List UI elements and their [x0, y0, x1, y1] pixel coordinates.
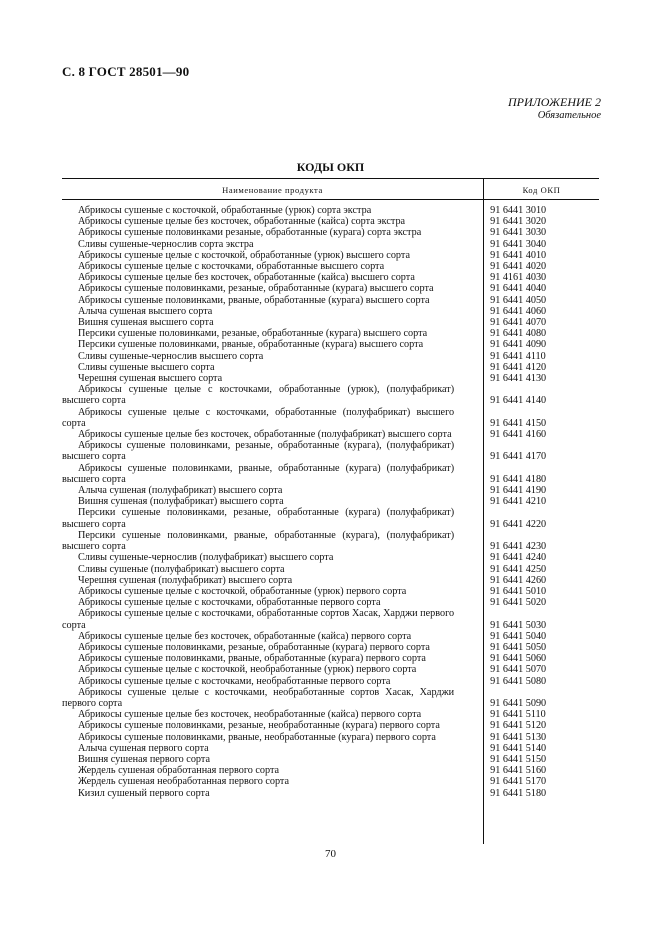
table-row	[62, 306, 599, 317]
table-row	[62, 216, 599, 227]
okp-code: 91 6441 5150	[490, 753, 547, 765]
page-title: КОДЫ ОКП	[296, 160, 365, 174]
table-row	[62, 687, 599, 709]
product-name: Абрикосы сушеные целые без косточек, обработанные (полуфабрикат) высшего сорта	[78, 429, 452, 441]
okp-code: 91 6441 4180	[490, 473, 547, 485]
product-name: Алыча сушеная первого сорта	[78, 742, 209, 754]
table-row	[62, 765, 599, 776]
okp-code: 91 6441 4240	[490, 552, 547, 564]
okp-code: 91 6441 5130	[490, 731, 547, 743]
okp-code: 91 6441 5080	[490, 675, 547, 687]
table-row	[62, 227, 599, 238]
okp-code: 91 6441 4170	[490, 451, 547, 463]
product-name: Абрикосы сушеные целые без косточек, обработанные (кайса) высшего сорта	[78, 272, 415, 284]
product-name: Абрикосы сушеные половинками, резаные, необработанные (курага) первого сорта	[78, 720, 440, 732]
table-row	[62, 552, 599, 563]
okp-code: 91 6441 4140	[490, 395, 547, 407]
product-name: Сливы сушеные-чернослив высшего сорта	[78, 350, 264, 362]
appendix-subtitle: Обязательное	[537, 110, 601, 121]
table-row	[62, 653, 599, 664]
page-number: 70	[325, 848, 336, 860]
product-name: Черешня сушеная высшего сорта	[78, 373, 223, 385]
table-row	[62, 250, 599, 261]
table-row	[62, 586, 599, 597]
okp-codes-table	[62, 178, 599, 844]
table-row	[62, 608, 599, 630]
product-name: Персики сушеные половинками, рваные, обработанные (курага) высшего сорта	[78, 339, 424, 351]
table-row	[62, 328, 599, 339]
table-row	[62, 261, 599, 272]
product-name: Абрикосы сушеные целые с косточкой, обработанные (урюк) первого сорта	[78, 585, 407, 597]
product-name: Абрикосы сушеные целые с косточками, обработанные высшего сорта	[78, 261, 385, 273]
product-name: Алыча сушеная высшего сорта	[78, 305, 213, 317]
okp-code: 91 6441 3030	[490, 227, 547, 239]
okp-code: 91 6441 4260	[490, 574, 547, 586]
okp-code: 91 6441 5160	[490, 765, 547, 777]
okp-code: 91 6441 3040	[490, 238, 547, 250]
okp-code: 91 4161 4030	[490, 272, 547, 284]
okp-code: 91 6441 4110	[490, 350, 546, 362]
product-name: Абрикосы сушеные половинками, рваные, обработанные (курага) высшего сорта	[78, 294, 430, 306]
product-name: Жердель сушеная необработанная первого сорта	[78, 776, 290, 788]
okp-code: 91 6441 4020	[490, 261, 547, 273]
table-row	[62, 373, 599, 384]
product-name: Сливы сушеные (полуфабрикат) высшего сорта	[78, 563, 285, 575]
product-name: Персики сушеные половинками, резаные, обработанные (курага) (полуфабрикат) высшего сорта	[62, 507, 455, 530]
product-name: Кизил сушеный первого сорта	[78, 787, 210, 799]
product-name: Абрикосы сушеные половинками, резаные, обработанные (курага) высшего сорта	[78, 283, 434, 295]
table-row	[62, 362, 599, 373]
product-name: Алыча сушеная (полуфабрикат) высшего сорта	[78, 485, 283, 497]
okp-code: 91 6441 5010	[490, 585, 547, 597]
table-row	[62, 530, 599, 552]
okp-code: 91 6441 5140	[490, 742, 547, 754]
okp-code: 91 6441 4220	[490, 518, 547, 530]
product-name: Абрикосы сушеные целые с косточкой, необработанные (урюк) первого сорта	[78, 664, 417, 676]
table-row	[62, 429, 599, 440]
table-row	[62, 732, 599, 743]
product-name: Сливы сушеные-чернослив (полуфабрикат) высшего сорта	[78, 552, 334, 564]
table-row	[62, 205, 599, 216]
okp-code: 91 6441 4160	[490, 429, 547, 441]
product-name: Абрикосы сушеные целые с косточкой, обработанные (урюк) высшего сорта	[78, 249, 410, 261]
product-name: Абрикосы сушеные половинками, резаные, обработанные (курага) первого сорта	[78, 641, 430, 653]
product-name: Абрикосы сушеные половинками резаные, обработанные (курага) сорта экстра	[78, 227, 422, 239]
product-name: Абрикосы сушеные целые с косточками, обработанные (урюк), (полуфабрикат) высшего сорта	[62, 384, 455, 407]
okp-code: 91 6441 5020	[490, 597, 547, 609]
table-body	[62, 205, 599, 799]
okp-code: 91 6441 4150	[490, 417, 547, 429]
product-name: Персики сушеные половинками, рваные, обработанные (курага), (полуфабрикат) высшего сорта	[62, 529, 455, 553]
product-name: Абрикосы сушеные половинками, рваные, обработанные (курага) первого сорта	[78, 653, 426, 665]
okp-code: 91 6441 4060	[490, 305, 547, 317]
table-top-rule	[62, 178, 599, 179]
table-row	[62, 507, 599, 529]
table-row	[62, 407, 599, 429]
table-row	[62, 676, 599, 687]
okp-code: 91 6441 4130	[490, 373, 547, 385]
okp-code: 91 6441 5040	[490, 630, 547, 642]
product-name: Абрикосы сушеные целые с косточками, обработанные первого сорта	[78, 597, 381, 609]
product-name: Сливы сушеные-чернослив сорта экстра	[78, 238, 254, 250]
table-row	[62, 709, 599, 720]
table-row	[62, 351, 599, 362]
okp-code: 91 6441 4230	[490, 541, 547, 553]
okp-code: 91 6441 4090	[490, 339, 547, 351]
product-name: Абрикосы сушеные с косточкой, обработанные (урюк) сорта экстра	[78, 205, 372, 216]
okp-code: 91 6441 3010	[490, 205, 547, 216]
table-row	[62, 720, 599, 731]
table-row	[62, 339, 599, 350]
okp-code: 91 6441 5030	[490, 619, 547, 631]
table-row	[62, 564, 599, 575]
table-row	[62, 440, 599, 462]
product-name: Абрикосы сушеные целые с косточками, необработанные первого сорта	[78, 675, 391, 687]
product-name: Сливы сушеные высшего сорта	[78, 361, 215, 373]
okp-code: 91 6441 4010	[490, 249, 547, 261]
product-name: Черешня сушеная (полуфабрикат) высшего сорта	[78, 574, 293, 586]
table-row	[62, 631, 599, 642]
table-row	[62, 664, 599, 675]
table-row	[62, 788, 599, 799]
table-row	[62, 754, 599, 765]
table-row	[62, 496, 599, 507]
product-name: Вишня сушеная высшего сорта	[78, 317, 214, 329]
table-row	[62, 272, 599, 283]
appendix-label	[508, 96, 601, 122]
okp-code: 91 6441 5070	[490, 664, 547, 676]
okp-code: 91 6441 5110	[490, 709, 546, 721]
okp-code: 91 6441 4070	[490, 317, 547, 329]
appendix-title: ПРИЛОЖЕНИЕ 2	[508, 95, 601, 109]
table-row	[62, 597, 599, 608]
product-name: Абрикосы сушеные целые с косточками, обработанные сортов Хасак, Харджи первого сорта	[62, 608, 455, 631]
table-row	[62, 642, 599, 653]
okp-code: 91 6441 5180	[490, 787, 547, 799]
okp-code: 91 6441 5090	[490, 697, 547, 709]
okp-code: 91 6441 4050	[490, 294, 547, 306]
table-row	[62, 283, 599, 294]
table-row	[62, 776, 599, 787]
table-row	[62, 463, 599, 485]
table-row	[62, 317, 599, 328]
okp-code: 91 6441 4080	[490, 328, 547, 340]
okp-code: 91 6441 4210	[490, 496, 547, 508]
okp-code: 91 6441 5120	[490, 720, 547, 732]
product-name: Жердель сушеная обработанная первого сорта	[78, 765, 280, 777]
product-name: Абрикосы сушеные целые без косточек, обработанные (кайса) первого сорта	[78, 630, 412, 642]
okp-code: 91 6441 3020	[490, 216, 547, 228]
okp-code: 91 6441 4250	[490, 563, 547, 575]
table-row	[62, 485, 599, 496]
product-name: Абрикосы сушеные целые с косточками, необработанные сортов Хасак, Харджи первого сорта	[62, 686, 455, 709]
product-name: Абрикосы сушеные целые без косточек, обработанные (кайса) сорта экстра	[78, 216, 406, 228]
product-name: Абрикосы сушеные целые без косточек, необработанные (кайса) первого сорта	[78, 709, 422, 721]
table-row	[62, 384, 599, 406]
okp-code: 91 6441 4120	[490, 361, 547, 373]
product-name: Персики сушеные половинками, резаные, обработанные (курага) высшего сорта	[78, 328, 428, 340]
document-header: С. 8 ГОСТ 28501—90	[62, 64, 190, 79]
okp-code: 91 6441 5170	[490, 776, 547, 788]
product-name: Абрикосы сушеные целые с косточками, обработанные (полуфабрикат) высшего сорта	[62, 406, 455, 429]
column-header-code: Код ОКП	[522, 185, 561, 195]
table-row	[62, 743, 599, 754]
okp-code: 91 6441 4190	[490, 485, 547, 497]
product-name: Вишня сушеная первого сорта	[78, 753, 210, 765]
table-row	[62, 295, 599, 306]
column-header-name: Наименование продукта	[222, 185, 323, 195]
product-name: Абрикосы сушеные половинками, резаные, обработанные (курага), (полуфабрикат) высшего сорта	[62, 440, 455, 463]
product-name: Вишня сушеная (полуфабрикат) высшего сорта	[78, 496, 284, 508]
table-header-rule	[62, 199, 599, 200]
okp-code: 91 6441 5060	[490, 653, 547, 665]
okp-code: 91 6441 5050	[490, 641, 547, 653]
okp-code: 91 6441 4040	[490, 283, 547, 295]
table-row	[62, 239, 599, 250]
table-row	[62, 575, 599, 586]
product-name: Абрикосы сушеные половинками, рваные, необработанные (курага) первого сорта	[78, 731, 436, 743]
product-name: Абрикосы сушеные половинками, рваные, обработанные (курага) (полуфабрикат) высшего сорта	[62, 462, 455, 485]
